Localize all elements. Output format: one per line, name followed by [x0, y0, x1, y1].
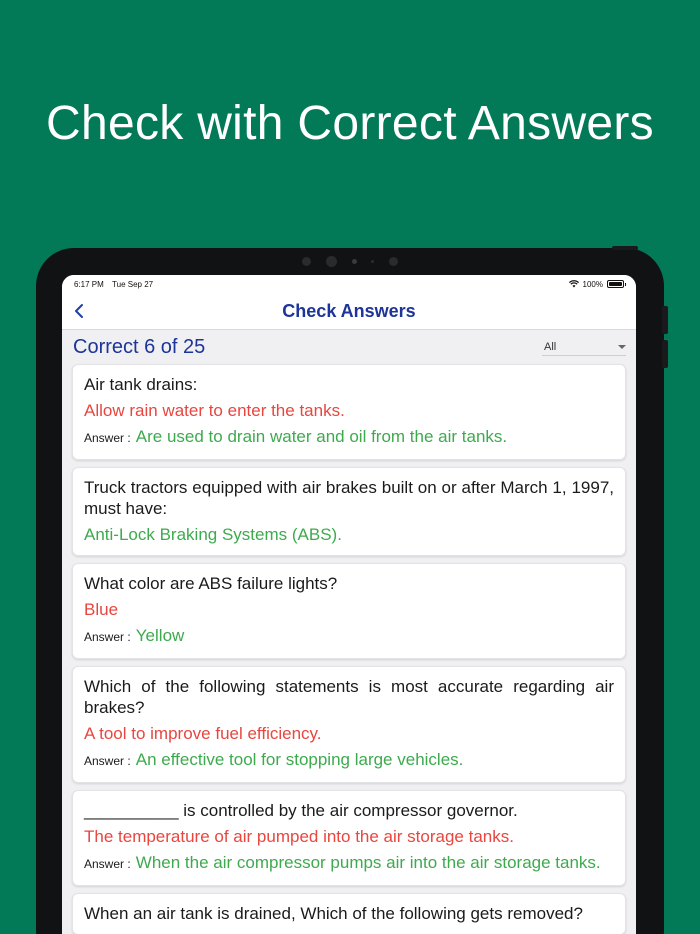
filter-dropdown[interactable] — [542, 338, 626, 356]
correct-answer: When the air compressor pumps air into the air storage tanks. — [135, 853, 601, 872]
correct-answer-row — [84, 852, 614, 875]
user-answer: A tool to improve fuel efficiency. — [84, 724, 322, 743]
question-list — [62, 364, 636, 934]
sensor-dot — [302, 257, 311, 266]
filter-value: All — [544, 340, 557, 353]
sensor-dot — [352, 259, 357, 264]
question-text: What color are ABS failure lights? — [84, 574, 338, 593]
back-button[interactable] — [70, 301, 90, 321]
nav-bar — [62, 293, 636, 330]
answer-label: Answer : — [84, 754, 131, 768]
app-screen — [62, 275, 636, 934]
promo-headline: Check with Correct Answers — [46, 97, 654, 150]
camera-lens — [326, 256, 337, 267]
camera-bar — [300, 256, 400, 266]
question-text: Air tank drains: — [84, 375, 198, 394]
status-left — [74, 280, 153, 289]
question-card[interactable] — [72, 467, 626, 556]
correct-answer-row — [84, 426, 614, 449]
summary-row — [62, 330, 636, 364]
user-answer: Allow rain water to enter the tanks. — [84, 401, 345, 420]
correct-answer: Are used to drain water and oil from the air tanks. — [135, 427, 508, 446]
answer-label: Answer : — [84, 630, 131, 644]
correct-answer-row — [84, 625, 614, 648]
battery-percent: 100% — [582, 279, 603, 289]
wifi-icon — [569, 280, 579, 288]
question-card[interactable] — [72, 893, 626, 934]
question-text: Truck tractors equipped with air brakes built on or after March 1, 1997, must have: — [84, 478, 614, 518]
question-card[interactable] — [72, 364, 626, 460]
nav-title: Check Answers — [282, 300, 416, 321]
sensor-dot — [389, 257, 398, 266]
user-answer: Anti-Lock Braking Systems (ABS). — [84, 525, 342, 544]
sensor-dot — [371, 260, 374, 263]
battery-icon — [607, 280, 624, 288]
score-label: Correct 6 of 25 — [73, 335, 206, 358]
volume-down-button — [662, 340, 668, 368]
user-answer: The temperature of air pumped into the air storage tanks. — [84, 827, 514, 846]
question-text: Which of the following statements is most accurate regarding air brakes? — [84, 677, 614, 717]
answer-label: Answer : — [84, 431, 131, 445]
correct-answer: An effective tool for stopping large vehicles. — [135, 750, 464, 769]
question-card[interactable] — [72, 563, 626, 659]
volume-up-button — [662, 306, 668, 334]
status-bar — [62, 275, 636, 293]
answer-label: Answer : — [84, 857, 131, 871]
user-answer: Blue — [84, 600, 119, 619]
caret-down-icon — [618, 345, 626, 349]
question-card[interactable] — [72, 790, 626, 886]
status-date: Tue Sep 27 — [112, 279, 154, 289]
correct-answer: Yellow — [135, 626, 185, 645]
chevron-left-icon — [70, 301, 90, 321]
status-time: 6:17 PM — [74, 279, 104, 289]
correct-answer-row — [84, 749, 614, 772]
question-card[interactable] — [72, 666, 626, 783]
status-right — [569, 280, 624, 289]
question-text: When an air tank is drained, Which of the following gets removed? — [84, 904, 583, 923]
power-button — [612, 246, 638, 250]
question-text: __________ is controlled by the air compressor governor. — [84, 801, 518, 820]
